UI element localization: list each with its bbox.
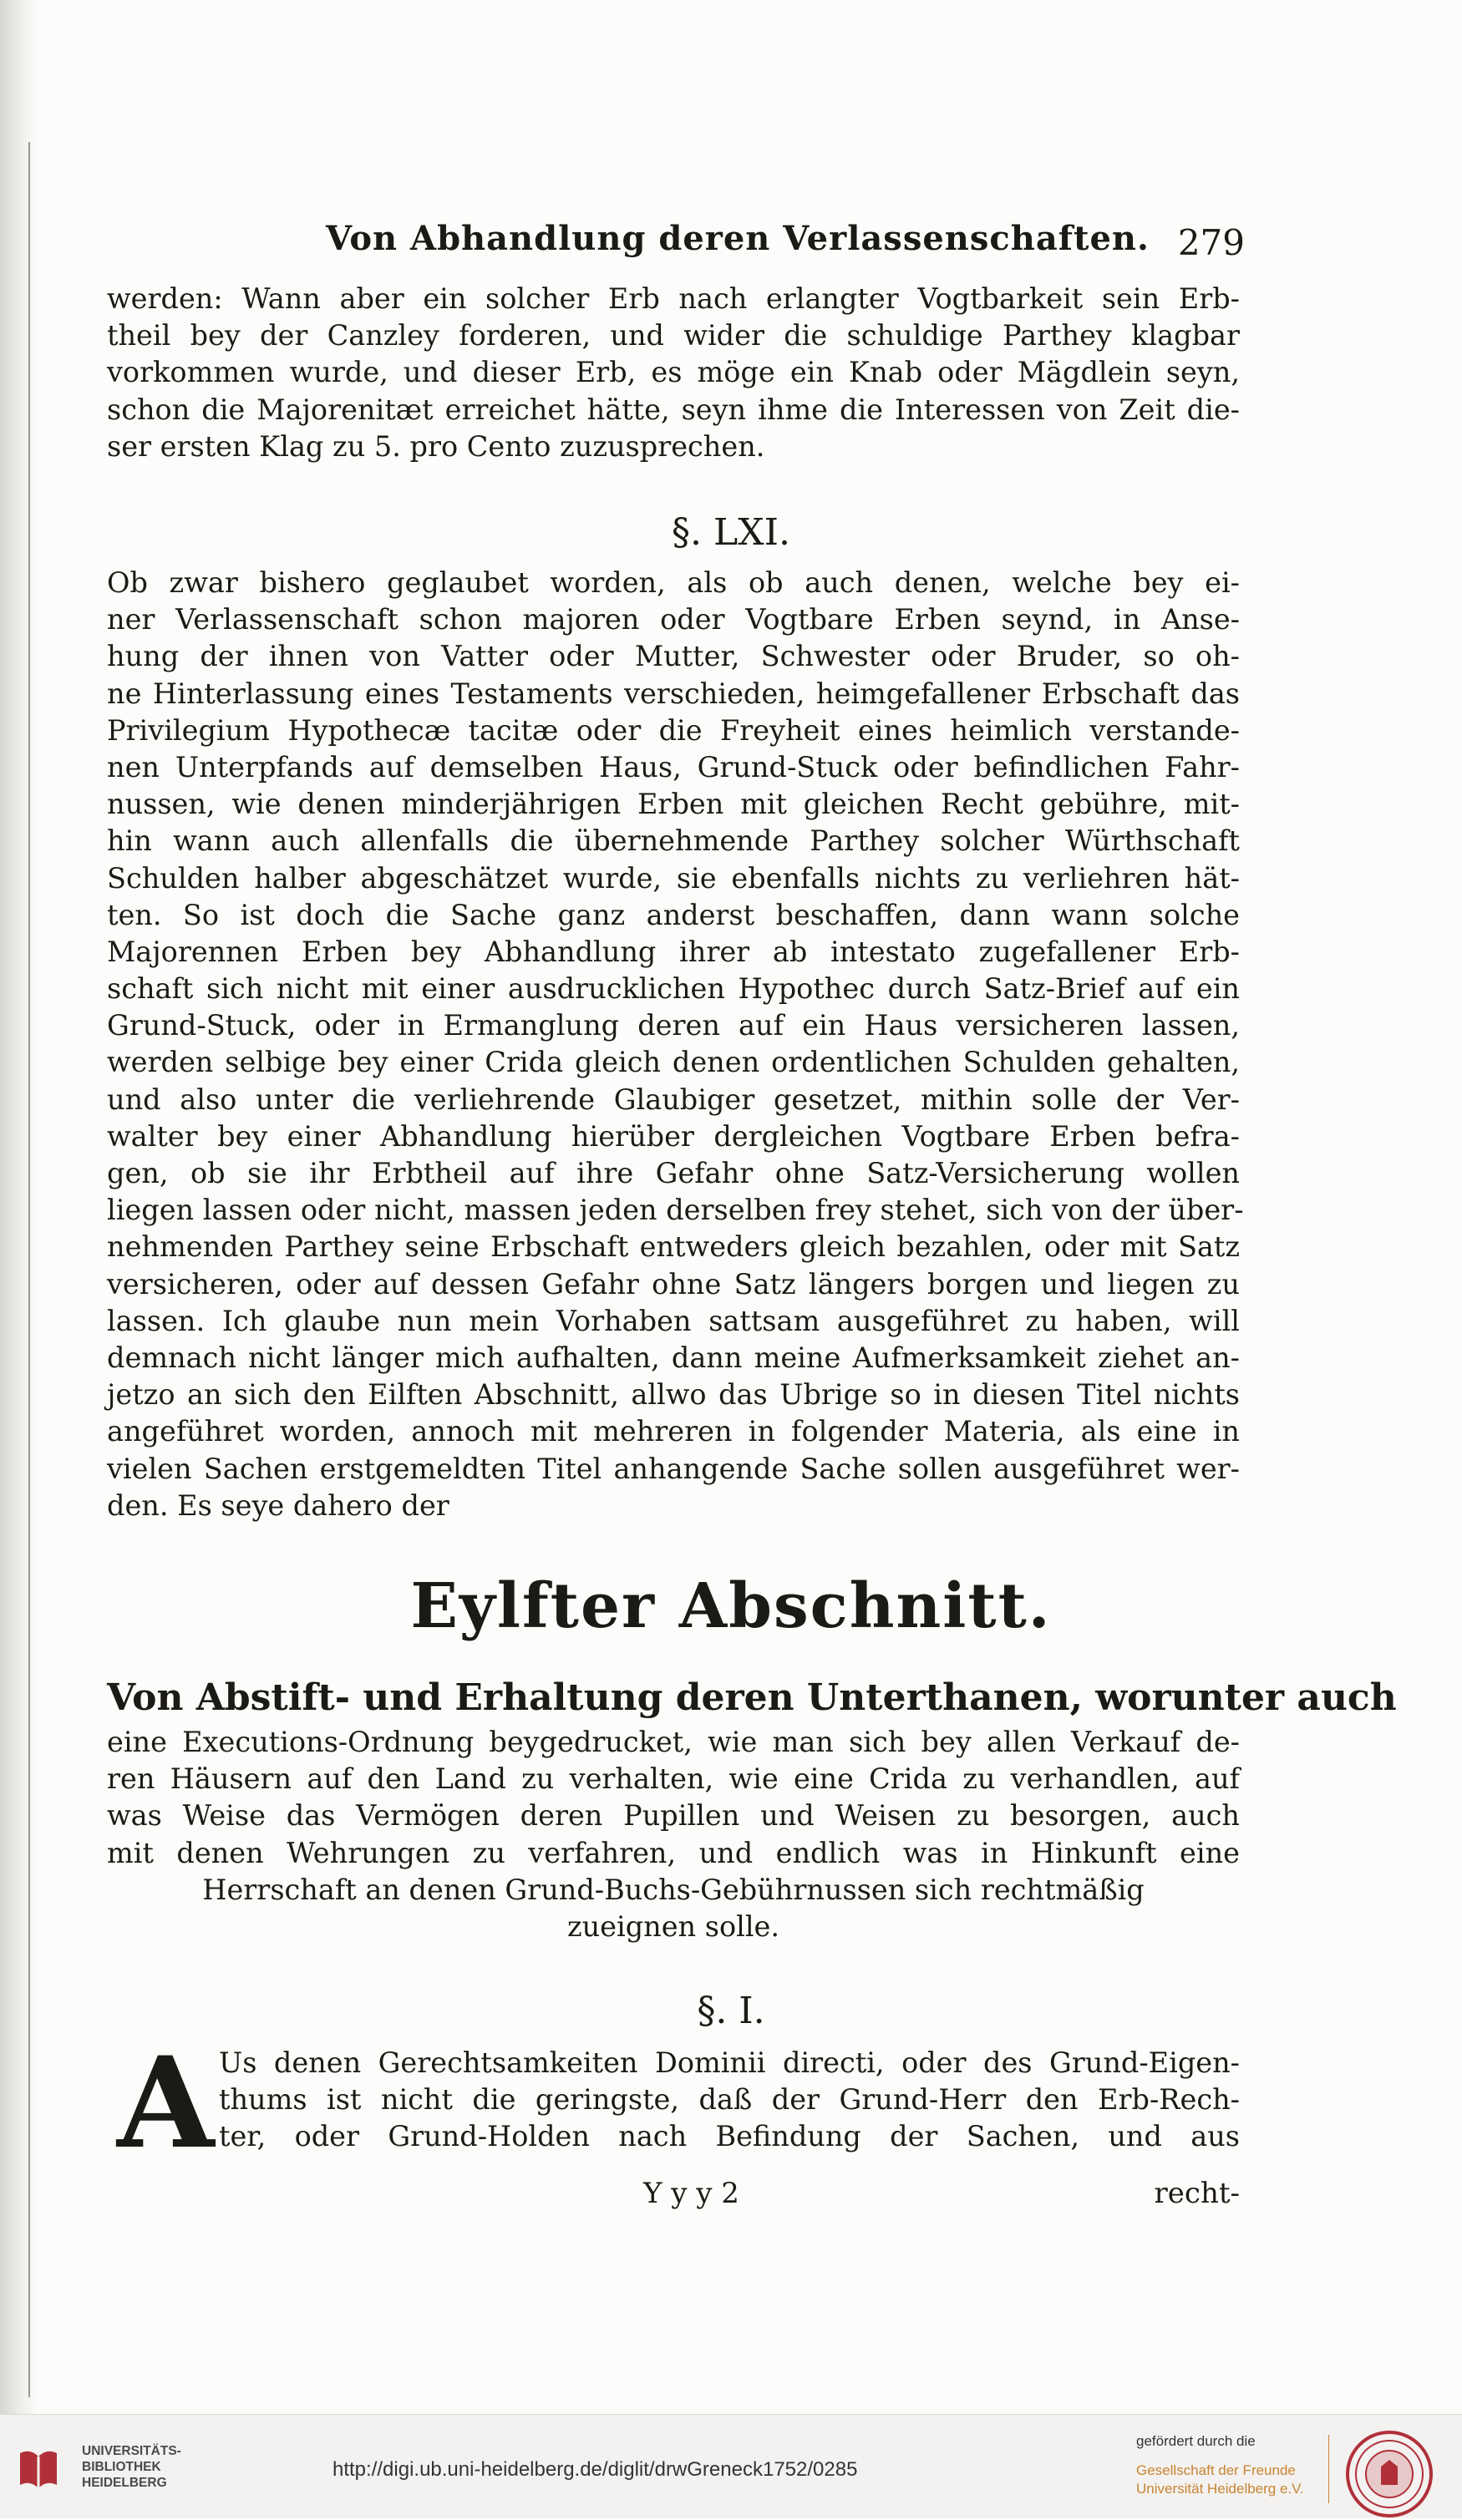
- chapter-title: Eylfter Abschnitt.: [410, 1570, 1052, 1642]
- subtitle-line: ren Häusern auf den Land zu verhalten, wie eine Crida zu verhandlen, auf: [107, 1762, 1240, 1796]
- text-line: ser ersten Klag zu 5. pro Cento zuzusprechen.: [107, 429, 765, 463]
- text-line: den. Es seye dahero der: [107, 1488, 449, 1522]
- text-line: hung der ihnen von Vatter oder Mutter, Schwester oder Bruder, so oh-: [107, 640, 1240, 673]
- running-title: Von Abhandlung deren Verlassenschaften.: [326, 219, 1150, 258]
- text-line: hin wann auch allenfalls die übernehmende Parthey solcher Würthschaft: [107, 824, 1240, 858]
- text-line: schon die Majorenitæt erreichet hätte, seyn ihme die Interessen von Zeit die-: [107, 393, 1240, 426]
- section-heading-lxi: §. LXI.: [672, 511, 790, 554]
- gutter-shadow-line: [28, 142, 30, 2397]
- text-line: nussen, wie denen minderjährigen Erben mit gleichen Recht gebühre, mit-: [107, 788, 1240, 821]
- text-line: nehmenden Parthey seine Erbschaft entweders gleich bezahlen, oder mit Satz: [107, 1230, 1240, 1264]
- subtitle-line: zueignen solle.: [566, 1909, 780, 1943]
- subtitle-line: Herrschaft an denen Grund-Buchs-Gebührnussen sich rechtmäßig: [202, 1873, 1145, 1906]
- section-heading-i: §. I.: [697, 1990, 765, 2032]
- text-line: Privilegium Hypothecæ tacitæ oder die Freyheit eines heimlich verstande-: [107, 713, 1240, 747]
- text-line: Schulden halber abgeschätzet wurde, sie ebenfalls nichts zu verliehren hät-: [107, 861, 1240, 895]
- library-name-line: UNIVERSITÄTS-: [82, 2444, 181, 2458]
- text-line: ter, oder Grund-Holden nach Befindung der Sachen, und aus: [219, 2120, 1240, 2153]
- text-line: nen Unterpfands auf demselben Haus, Grund-Stuck oder befindlichen Fahr-: [107, 750, 1240, 783]
- footer-divider: [1328, 2435, 1329, 2503]
- text-line: Majorennen Erben bey Abhandlung ihrer ab intestato zugefallener Erb-: [107, 935, 1240, 968]
- text-line: liegen lassen oder nicht, massen jeden derselben frey stehet, sich von der über-: [107, 1194, 1244, 1227]
- library-name: [82, 2443, 181, 2491]
- paragraph-i: [219, 2045, 1240, 2156]
- subtitle-line: Von Abstift- und Erhaltung deren Unterthanen, worunter auch: [107, 1676, 1397, 1719]
- text-line: Ob zwar bishero geglaubet worden, als ob auch denen, welche bey ei-: [107, 566, 1240, 599]
- text-line: ner Verlassenschaft schon majoren oder Vogtbare Erben seynd, in Anse-: [107, 603, 1240, 636]
- subtitle-line: was Weise das Vermögen deren Pupillen und Weisen zu besorgen, auch: [107, 1799, 1240, 1833]
- funded-by-label: gefördert durch die: [1136, 2433, 1256, 2449]
- book-gutter: [0, 0, 37, 2414]
- signature-mark: Y y y 2: [643, 2177, 739, 2210]
- page-number: 279: [1177, 222, 1245, 263]
- text-line: ten. So ist doch die Sache ganz anderst beschaffen, dann wann solche: [107, 898, 1240, 931]
- paragraph-continuation: [107, 281, 1240, 465]
- library-name-line: HEIDELBERG: [82, 2476, 167, 2490]
- paragraph-lxi: [107, 565, 1244, 1524]
- library-name-line: BIBLIOTHEK: [82, 2460, 161, 2474]
- text-line: Us denen Gerechtsamkeiten Dominii directi, oder des Grund-Eigen-: [219, 2046, 1240, 2079]
- sponsor-name-line: Gesellschaft der Freunde: [1136, 2462, 1296, 2478]
- text-line: schaft sich nicht mit einer ausdrucklichen Hypothec durch Satz-Brief auf ein: [107, 972, 1240, 1006]
- subtitle-line: eine Executions-Ordnung beygedrucket, wie man sich bey allen Verkauf de-: [107, 1726, 1240, 1758]
- text-line: versicheren, oder auf dessen Gefahr ohne Satz längers borgen und liegen zu: [107, 1267, 1240, 1301]
- viewer-footer: [0, 2414, 1462, 2518]
- text-line: vielen Sachen erstgemeldten Titel anhangende Sache sollen ausgeführet wer-: [107, 1452, 1240, 1485]
- university-seal-icon: [1343, 2428, 1435, 2520]
- chapter-subtitle: [107, 1672, 1397, 1945]
- subtitle-line: mit denen Wehrungen zu verfahren, und endlich was in Hinkunft eine: [107, 1836, 1240, 1869]
- permalink[interactable]: http://digi.ub.uni-heidelberg.de/diglit/drwGreneck1752/0285: [333, 2458, 858, 2481]
- running-head: [109, 219, 1245, 269]
- sponsor-name: [1136, 2462, 1304, 2498]
- text-line: jetzo an sich den Eilften Abschnitt, allwo das Ubrige so in diesen Titel nichts: [107, 1378, 1240, 1412]
- text-line: thums ist nicht die geringste, daß der Grund-Herr den Erb-Rech-: [219, 2083, 1240, 2117]
- text-line: Grund-Stuck, oder in Ermanglung deren auf ein Haus versicheren lassen,: [107, 1009, 1240, 1042]
- catchword: recht-: [1154, 2177, 1240, 2210]
- sponsor-name-line: Universität Heidelberg e.V.: [1136, 2481, 1304, 2497]
- text-line: demnach nicht länger mich aufhalten, dann meine Aufmerksamkeit ziehet an-: [107, 1341, 1240, 1374]
- text-line: angeführet worden, annoch mit mehreren in folgender Materia, als eine in: [107, 1415, 1240, 1448]
- library-logo-icon: [13, 2445, 63, 2495]
- text-line: werden: Wann aber ein solcher Erb nach erlangter Vogtbarkeit sein Erb-: [107, 282, 1240, 315]
- text-line: gen, ob sie ihr Erbtheil auf ihre Gefahr ohne Satz-Versicherung wollen: [107, 1157, 1240, 1189]
- text-line: und also unter die verliehrende Glaubiger gesetzet, mithin solle der Ver-: [107, 1083, 1240, 1116]
- text-line: ne Hinterlassung eines Testaments verschieden, heimgefallener Erbschaft das: [107, 677, 1240, 710]
- decorated-initial: A: [117, 2030, 215, 2177]
- text-line: walter bey einer Abhandlung hierüber dergleichen Vogtbare Erben befra-: [107, 1119, 1240, 1153]
- text-line: theil bey der Canzley forderen, und wider die schuldige Parthey klagbar: [107, 319, 1240, 352]
- text-line: lassen. Ich glaube nun mein Vorhaben sattsam ausgeführet zu haben, will: [107, 1304, 1240, 1337]
- text-line: vorkommen wurde, und dieser Erb, es möge ein Knab oder Mägdlein seyn,: [107, 356, 1240, 389]
- text-line: werden selbige bey einer Crida gleich denen ordentlichen Schulden gehalten,: [107, 1046, 1240, 1079]
